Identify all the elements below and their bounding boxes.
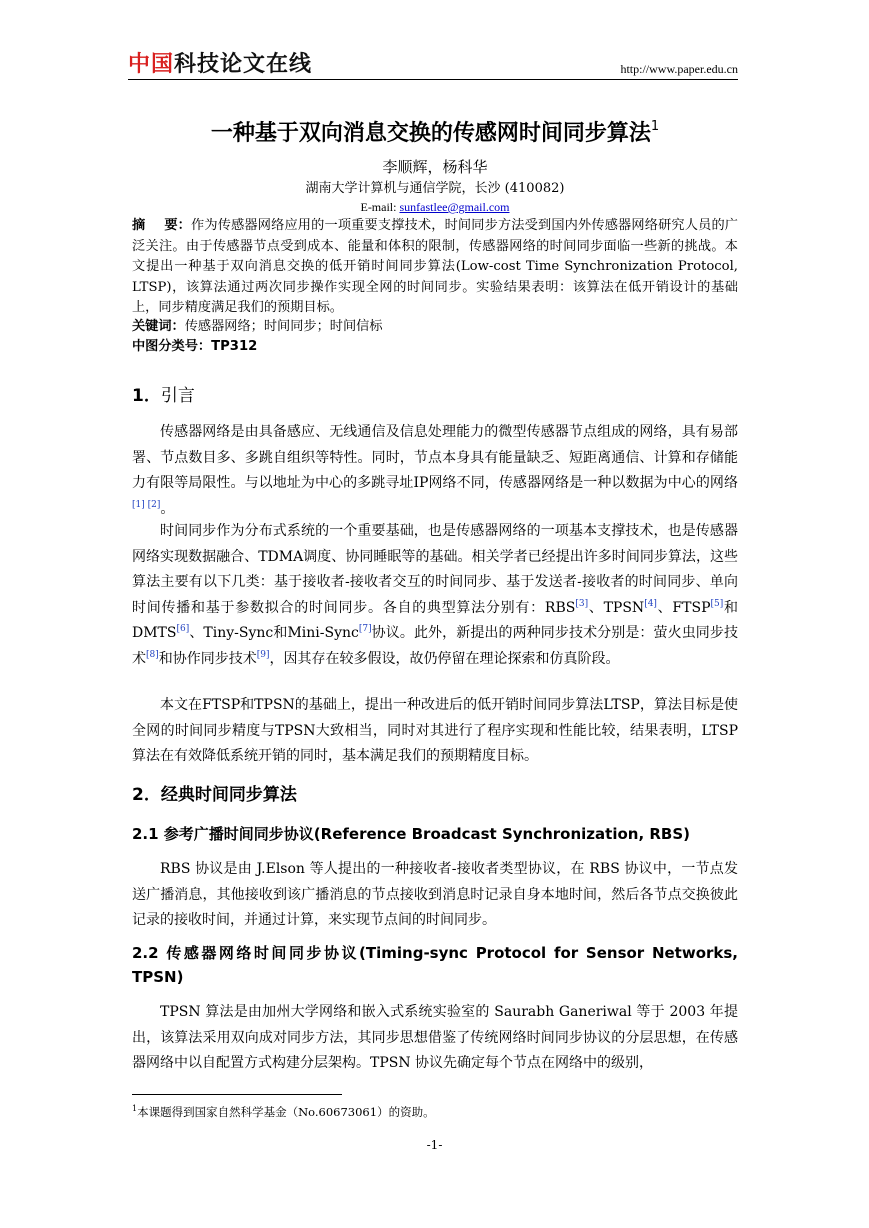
text-run: 、FTSP <box>656 599 711 616</box>
email-link[interactable]: sunfastlee@gmail.com <box>399 200 510 214</box>
journal-logo <box>128 52 312 78</box>
footnote <box>132 1100 435 1121</box>
text-run: 。 <box>160 500 175 517</box>
title-footnote-mark: 1 <box>650 119 660 134</box>
citation-ref[interactable]: [6] <box>176 624 190 635</box>
text-run: 协议。此外，新提出的两种同步技术分别是：萤火虫同步技术 <box>132 625 738 667</box>
footnote-text: 本课题得到国家自然科学基金（No.60673061）的资助。 <box>137 1105 435 1119</box>
subsection-heading-2-1: 2.1 参考广播时间同步协议(Reference Broadcast Synchronization, RBS) <box>132 825 691 843</box>
citation-ref[interactable]: [4] <box>644 598 657 609</box>
paragraph-intro-1 <box>132 420 738 522</box>
authors: 李顺辉，杨科华 <box>382 158 488 176</box>
footnote-rule <box>132 1094 342 1095</box>
section-number: 1． <box>132 386 161 406</box>
section-heading-2 <box>132 782 297 808</box>
paper-title <box>132 110 738 151</box>
text-run: 、Tiny-Sync和Mini-Sync <box>189 625 359 642</box>
citation-ref[interactable]: [8] <box>146 649 159 660</box>
logo-red-text: 中国 <box>128 52 175 77</box>
paragraph-rbs: RBS 协议是由 J.Elson 等人提出的一种接收者-接收者类型协议，在 RBS 协议中，一节点发送广播消息，其他接收到该广播消息的节点接收到消息时记录自身本地时间，然后各节点交换彼此记录的接收时间，并通过计算，来实现节点间的时间同步。 <box>132 861 738 929</box>
section-title: 经典时间同步算法 <box>160 785 297 805</box>
text-run: 、TPSN <box>588 599 645 616</box>
email-label: E-mail: <box>360 200 397 214</box>
classification-label: 中图分类号： <box>132 339 212 354</box>
section-title: 引言 <box>160 386 195 406</box>
citation-ref[interactable]: [7] <box>358 624 372 635</box>
paragraph-intro-2 <box>132 519 738 673</box>
section-heading-1 <box>132 383 195 409</box>
citation-ref[interactable]: [1] [2] <box>132 499 161 510</box>
abstract-text: 作为传感器网络应用的一项重要支撑技术，时间同步方法受到国内外传感器网络研究人员的广泛关注。由于传感器节点受到成本、能量和体积的限制，传感器网络的时间同步面临一些新的挑战。本文提出一种基于双向消息交换的低开销时间同步算法(Low-cost Time Synchronization Protocol, LTSP)，该算法通过两次同步操作实现全网的时间同步。实验结果表明：该算法在低开销设计的基础上，同步精度满足我们的预期目标。 <box>132 218 738 315</box>
header-rule <box>128 79 738 80</box>
title-text: 一种基于双向消息交换的传感网时间同步算法 <box>210 121 651 146</box>
logo-dark-text: 科技论文在线 <box>174 52 313 77</box>
abstract-label: 摘 要： <box>132 218 192 233</box>
keywords-text: 传感器网络；时间同步；时间信标 <box>184 319 383 334</box>
citation-ref[interactable]: [3] <box>575 598 589 609</box>
email-line <box>132 199 738 215</box>
paragraph-intro-3: 本文在FTSP和TPSN的基础上，提出一种改进后的低开销时间同步算法LTSP，算法目标是使全网的时间同步精度与TPSN大致相当，同时对其进行了程序实现和性能比较，结果表明，LTSP算法在有效降低系统开销的同时，基本满足我们的预期精度目标。 <box>132 697 738 765</box>
page-header <box>128 52 738 82</box>
classification <box>132 337 738 358</box>
citation-ref[interactable]: [9] <box>256 649 270 660</box>
text-run: ，因其存在较多假设，故仍停留在理论探索和仿真阶段。 <box>269 650 620 667</box>
text-run: 和协作同步技术 <box>158 650 257 667</box>
footnote-mark: 1 <box>132 1104 138 1113</box>
abstract <box>132 216 738 319</box>
keywords <box>132 317 738 338</box>
affiliation: 湖南大学计算机与通信学院，长沙 (410082) <box>305 181 565 196</box>
classification-code: TP312 <box>211 339 258 354</box>
text-run: 和DMTS <box>132 599 738 642</box>
citation-ref[interactable]: [5] <box>710 598 724 609</box>
text-run: 时间同步作为分布式系统的一个重要基础，也是传感器网络的一项基本支撑技术，也是传感器网络实现数据融合、TDMA调度、协同睡眠等的基础。相关学者已经提出许多时间同步算法，这些算法主要有以下几类：基于接收者-接收者交互的时间同步、基于发送者-接收者的时间同步、单向时间传播和基于参数拟合的时间同步。各自的典型算法分别有：RBS <box>132 523 738 616</box>
paragraph-tpsn: TPSN 算法是由加州大学网络和嵌入式系统实验室的 Saurabh Ganeriwal 等于 2003 年提出，该算法采用双向成对同步方法，其同步思想借鉴了传统网络时间同步协议的分层思想，在传感器网络中以自配置方式构建分层架构。TPSN 协议先确定每个节点在网络中的级别， <box>132 1004 738 1072</box>
section-number: 2． <box>132 785 161 805</box>
keywords-label: 关键词： <box>132 319 185 334</box>
text-run: 传感器网络是由具备感应、无线通信及信息处理能力的微型传感器节点组成的网络，具有易部署、节点数目多、多跳自组织等特性。同时，节点本身具有能量缺乏、短距离通信、计算和存储能力有限等局限性。与以地址为中心的多跳寻址IP网络不同，传感器网络是一种以数据为中心的网络 <box>132 424 738 492</box>
header-url[interactable]: http://www.paper.edu.cn <box>620 62 738 76</box>
page-number: -1- <box>426 1138 443 1152</box>
subsection-heading-2-2: 2.2 传感器网络时间同步协议(Timing-sync Protocol for Sensor Networks, TPSN) <box>132 944 738 986</box>
